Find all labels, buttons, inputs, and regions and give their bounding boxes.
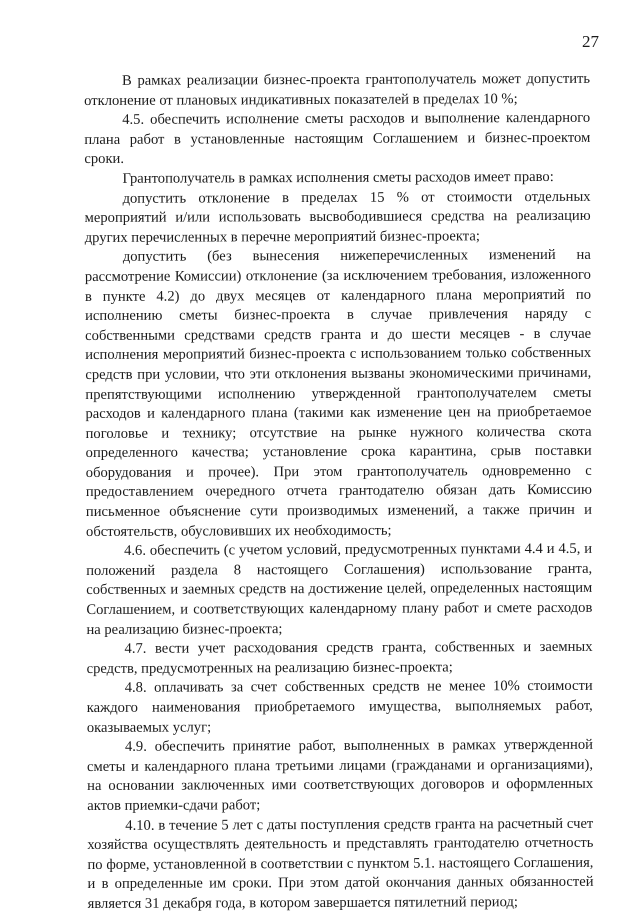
paragraph-4-5: 4.5. обеспечить исполнение сметы расходов и выполнение календарного плана работ в установленные настоящим Соглашением и бизнес-проектом сроки. (84, 109, 591, 168)
document-body (84, 70, 594, 915)
paragraph-4-6: 4.6. обеспечить (с учетом условий, предусмотренных пунктами 4.4 и 4.5, и положений раздела 8 настоящего Соглашения) использование гранта, собственных и заемных средств на достижение целей, определенных настоящим Соглашением, и соответствующих календарному плану работ и смете расходов на реализацию бизнес-проекта; (86, 541, 593, 638)
paragraph-4-8: 4.8. оплачивать за счет собственных средств не менее 10% стоимости каждого наименования приобретаемого имущества, выполняемых работ, оказываемых услуг; (86, 678, 593, 736)
paragraph-grantee-rights: Грантополучатель в рамках исполнения сметы расходов имеет право: (122, 168, 554, 187)
paragraph-deviation-cost: допустить отклонение в пределах 15 % от стоимости отдельных мероприятий и/или использовать высвободившиеся средства на реализацию других перечисленных в перечне мероприятий бизнес-проекта; (84, 188, 591, 246)
paragraph-4-10: 4.10. в течение 5 лет с даты поступления средств гранта на расчетный счет хозяйства осуществлять деятельность и представлять грантодателю отчетность по форме, установленной в соответствии с пунктом 5.1. настоящего Соглашения, и в определенные им сроки. При этом датой окончания данных обязанностей является 31 декабря года, в котором завершается пятилетний период; (87, 815, 594, 912)
paragraph-deviation-schedule: допустить (без вынесения нижеперечисленных изменений на рассмотрение Комиссии) отклонение (за исключением требования, изложенного в пункте 4.2) до двух месяцев от календарного плана мероприятий по исполнению сметы бизнес-проекта в случае привлечения наряду с собственными средствами средств гранта и до шести месяцев - в случае исполнения мероприятий бизнес-проекта с использованием только собственных средств при условии, что эти отклонения вызваны экономическими причинами, препятствующими исполнению утвержденной грантополучателем сметы расходов и календарного плана (такими как изменение цен на приобретаемое поголовье и технику; отсутствие на рынке нужного количества скота определенного качества; установление срока карантина, срыв поставки оборудования и прочее). При этом грантополучатель одновременно с предоставлением очередного отчета грантодателю обязан дать Комиссию письменное объяснение сути производимых изменений, а также причин и обстоятельств, обусловивших их необходимость; (84, 247, 592, 540)
paragraph-4-7: 4.7. вести учет расходования средств гранта, собственных и заемных средств, предусмотренных на реализацию бизнес-проекта; (86, 639, 593, 677)
paragraph-4-9: 4.9. обеспечить принятие работ, выполненных в рамках утвержденной сметы и календарного плана третьими лицами (гражданами и организациями), на основании заключенных ими соответствующих договоров и оформленных актов приемки-сдачи работ; (86, 736, 594, 814)
page-number: 27 (582, 32, 599, 51)
paragraph-deviation-indicators: В рамках реализации бизнес-проекта грантополучатель может допустить отклонение от плановых индикативных показателей в пределах 10 %; (84, 70, 591, 109)
